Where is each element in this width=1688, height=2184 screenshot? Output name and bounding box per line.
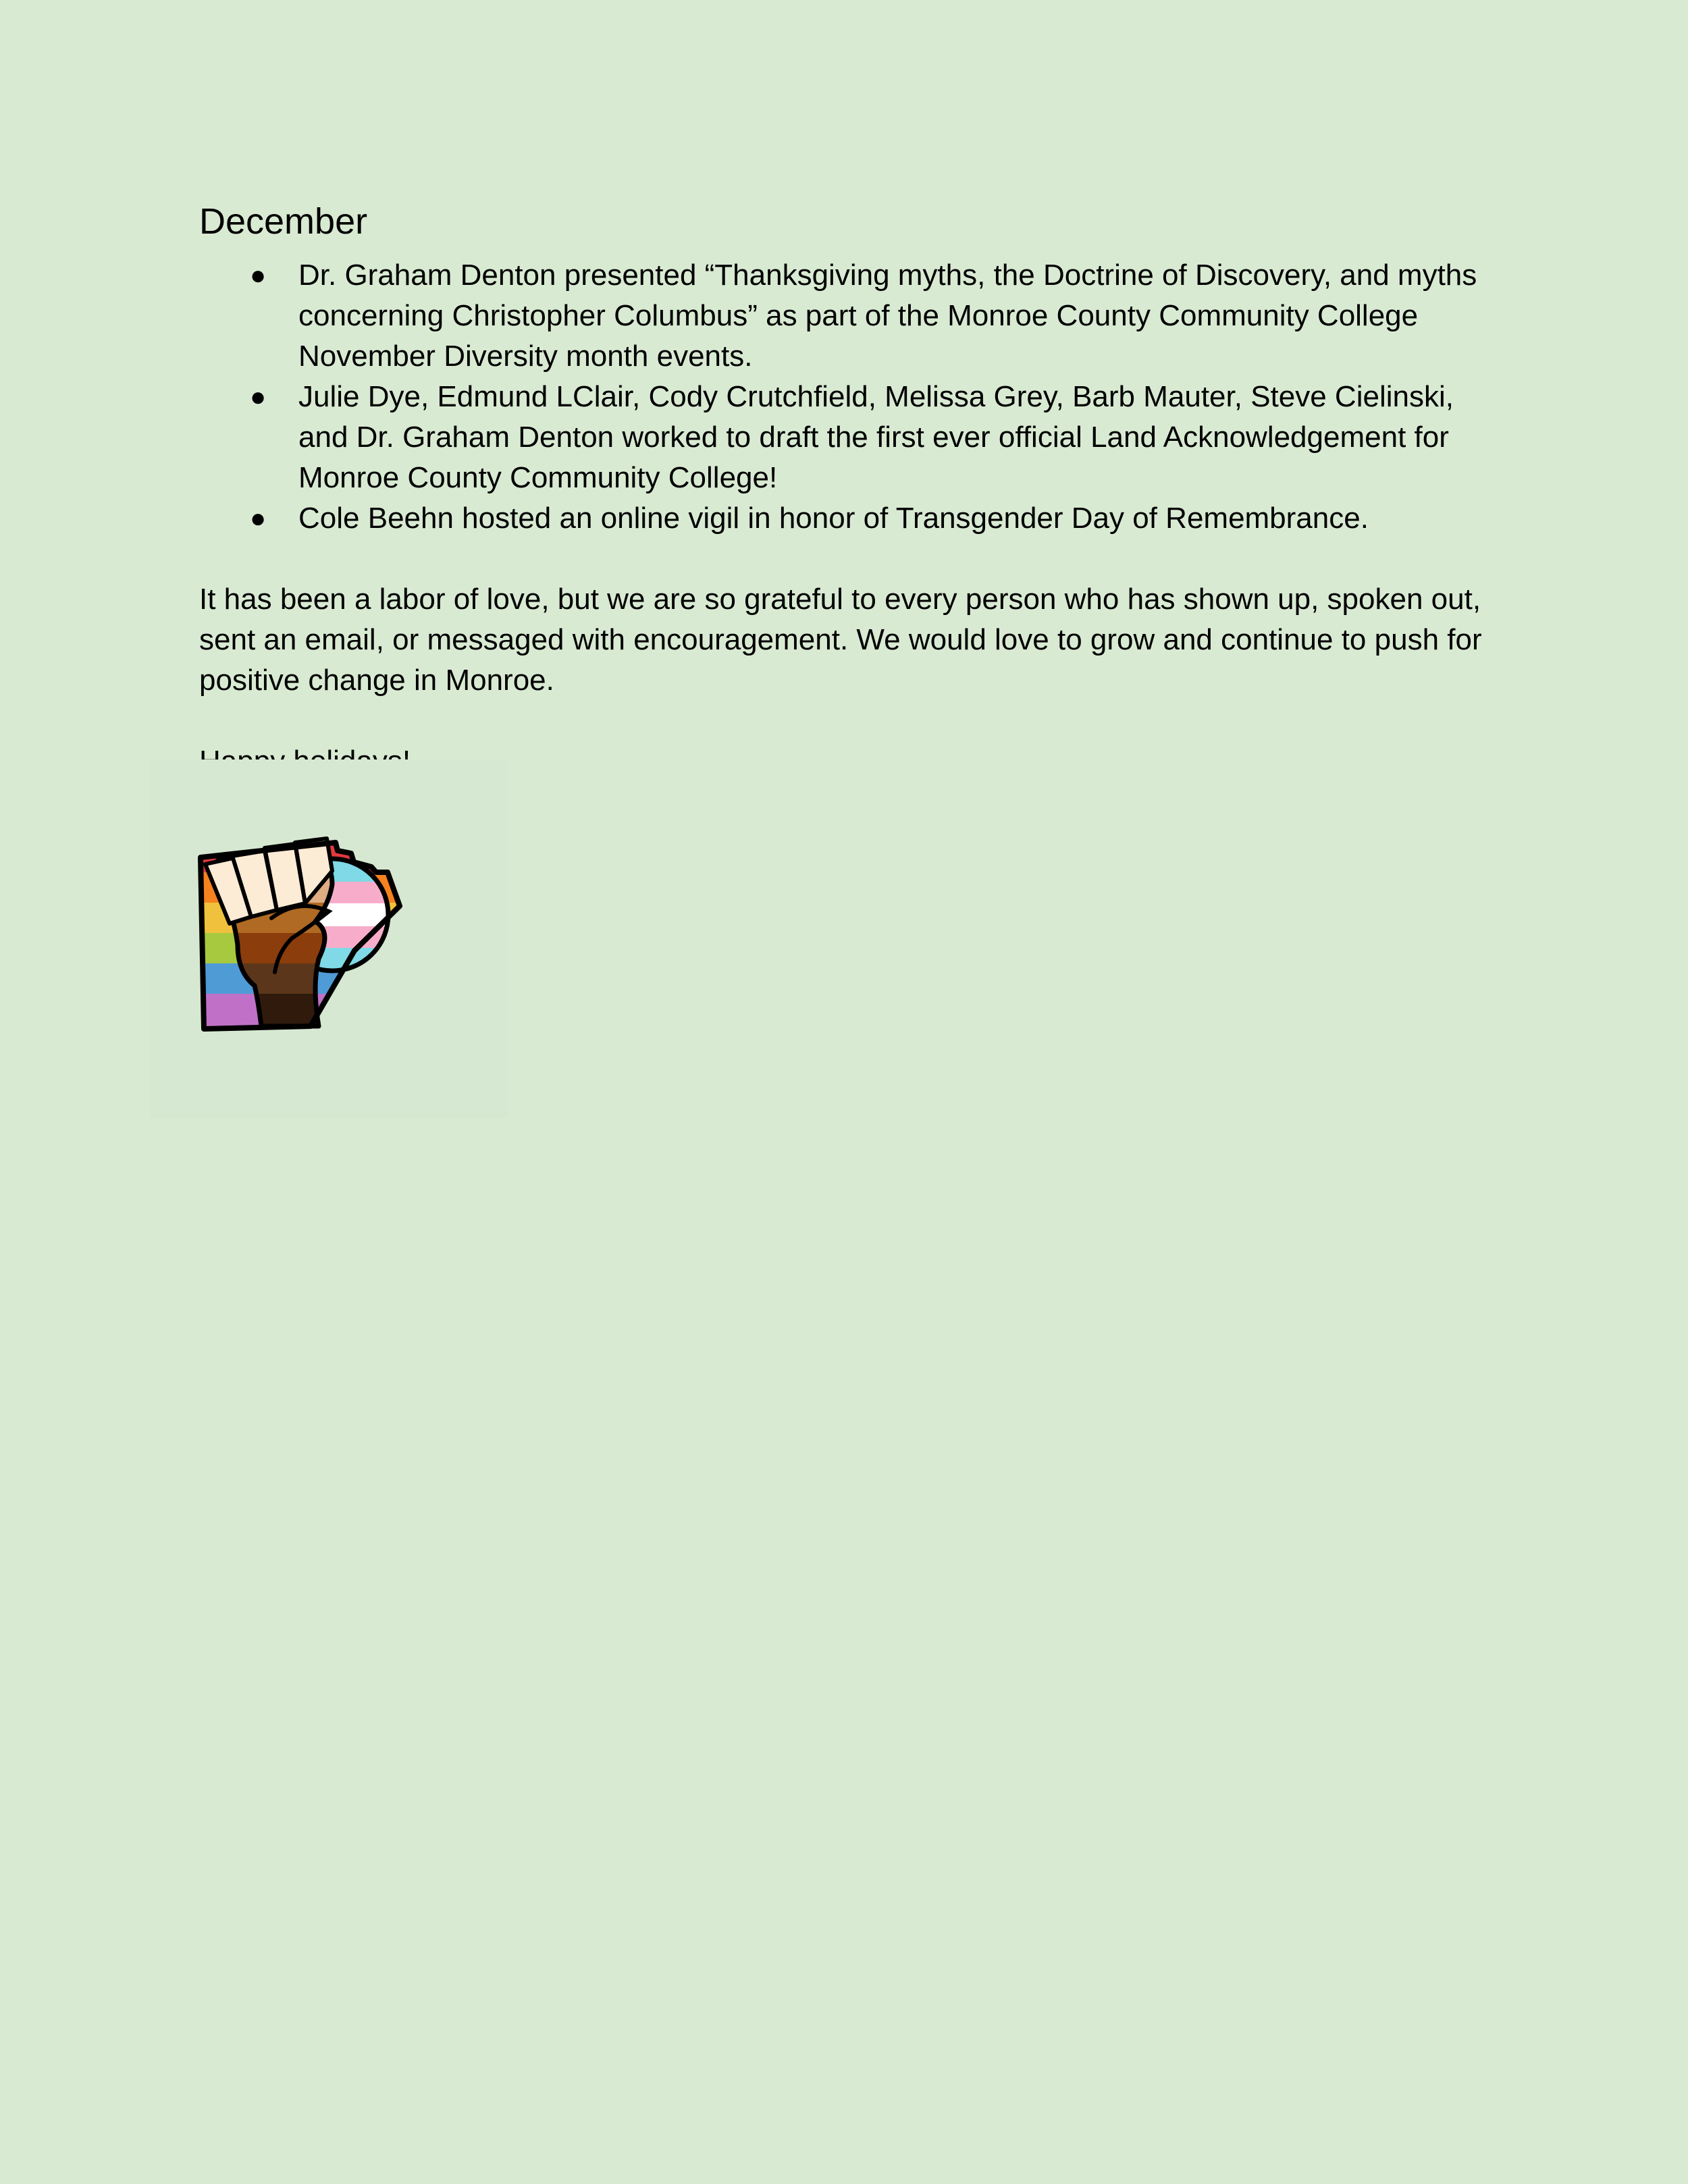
bullet-icon: ● bbox=[250, 504, 267, 533]
list-item bbox=[199, 498, 1496, 539]
section-heading: December bbox=[199, 201, 368, 242]
list-item-text: Julie Dye, Edmund LClair, Cody Crutchfield, Melissa Grey, Barb Mauter, Steve Cielinski, and Dr. Graham Denton worked to draft the first ever official Land Acknowledgement for Monroe County Community College! bbox=[298, 380, 1454, 494]
list-item-text: Dr. Graham Denton presented “Thanksgiving myths, the Doctrine of Discovery, and myths concerning Christopher Columbus” as part of the Monroe County Community College November Diversity month events. bbox=[298, 259, 1477, 373]
bullet-icon: ● bbox=[250, 382, 267, 412]
bullet-icon: ● bbox=[250, 261, 267, 290]
list-item-text: Cole Beehn hosted an online vigil in honor of Transgender Day of Remembrance. bbox=[298, 502, 1369, 535]
bullet-list bbox=[199, 255, 1496, 539]
list-item bbox=[199, 255, 1496, 377]
logo-container bbox=[150, 760, 508, 1117]
document-content bbox=[199, 196, 1496, 822]
raised-fist-pride-logo-icon bbox=[197, 830, 474, 1053]
body-paragraph: It has been a labor of love, but we are so grateful to every person who has shown up, spoken out, sent an email, or messaged with encouragement. We would love to grow and continue to push for positive change in Monroe. bbox=[199, 583, 1482, 697]
list-item bbox=[199, 377, 1496, 498]
